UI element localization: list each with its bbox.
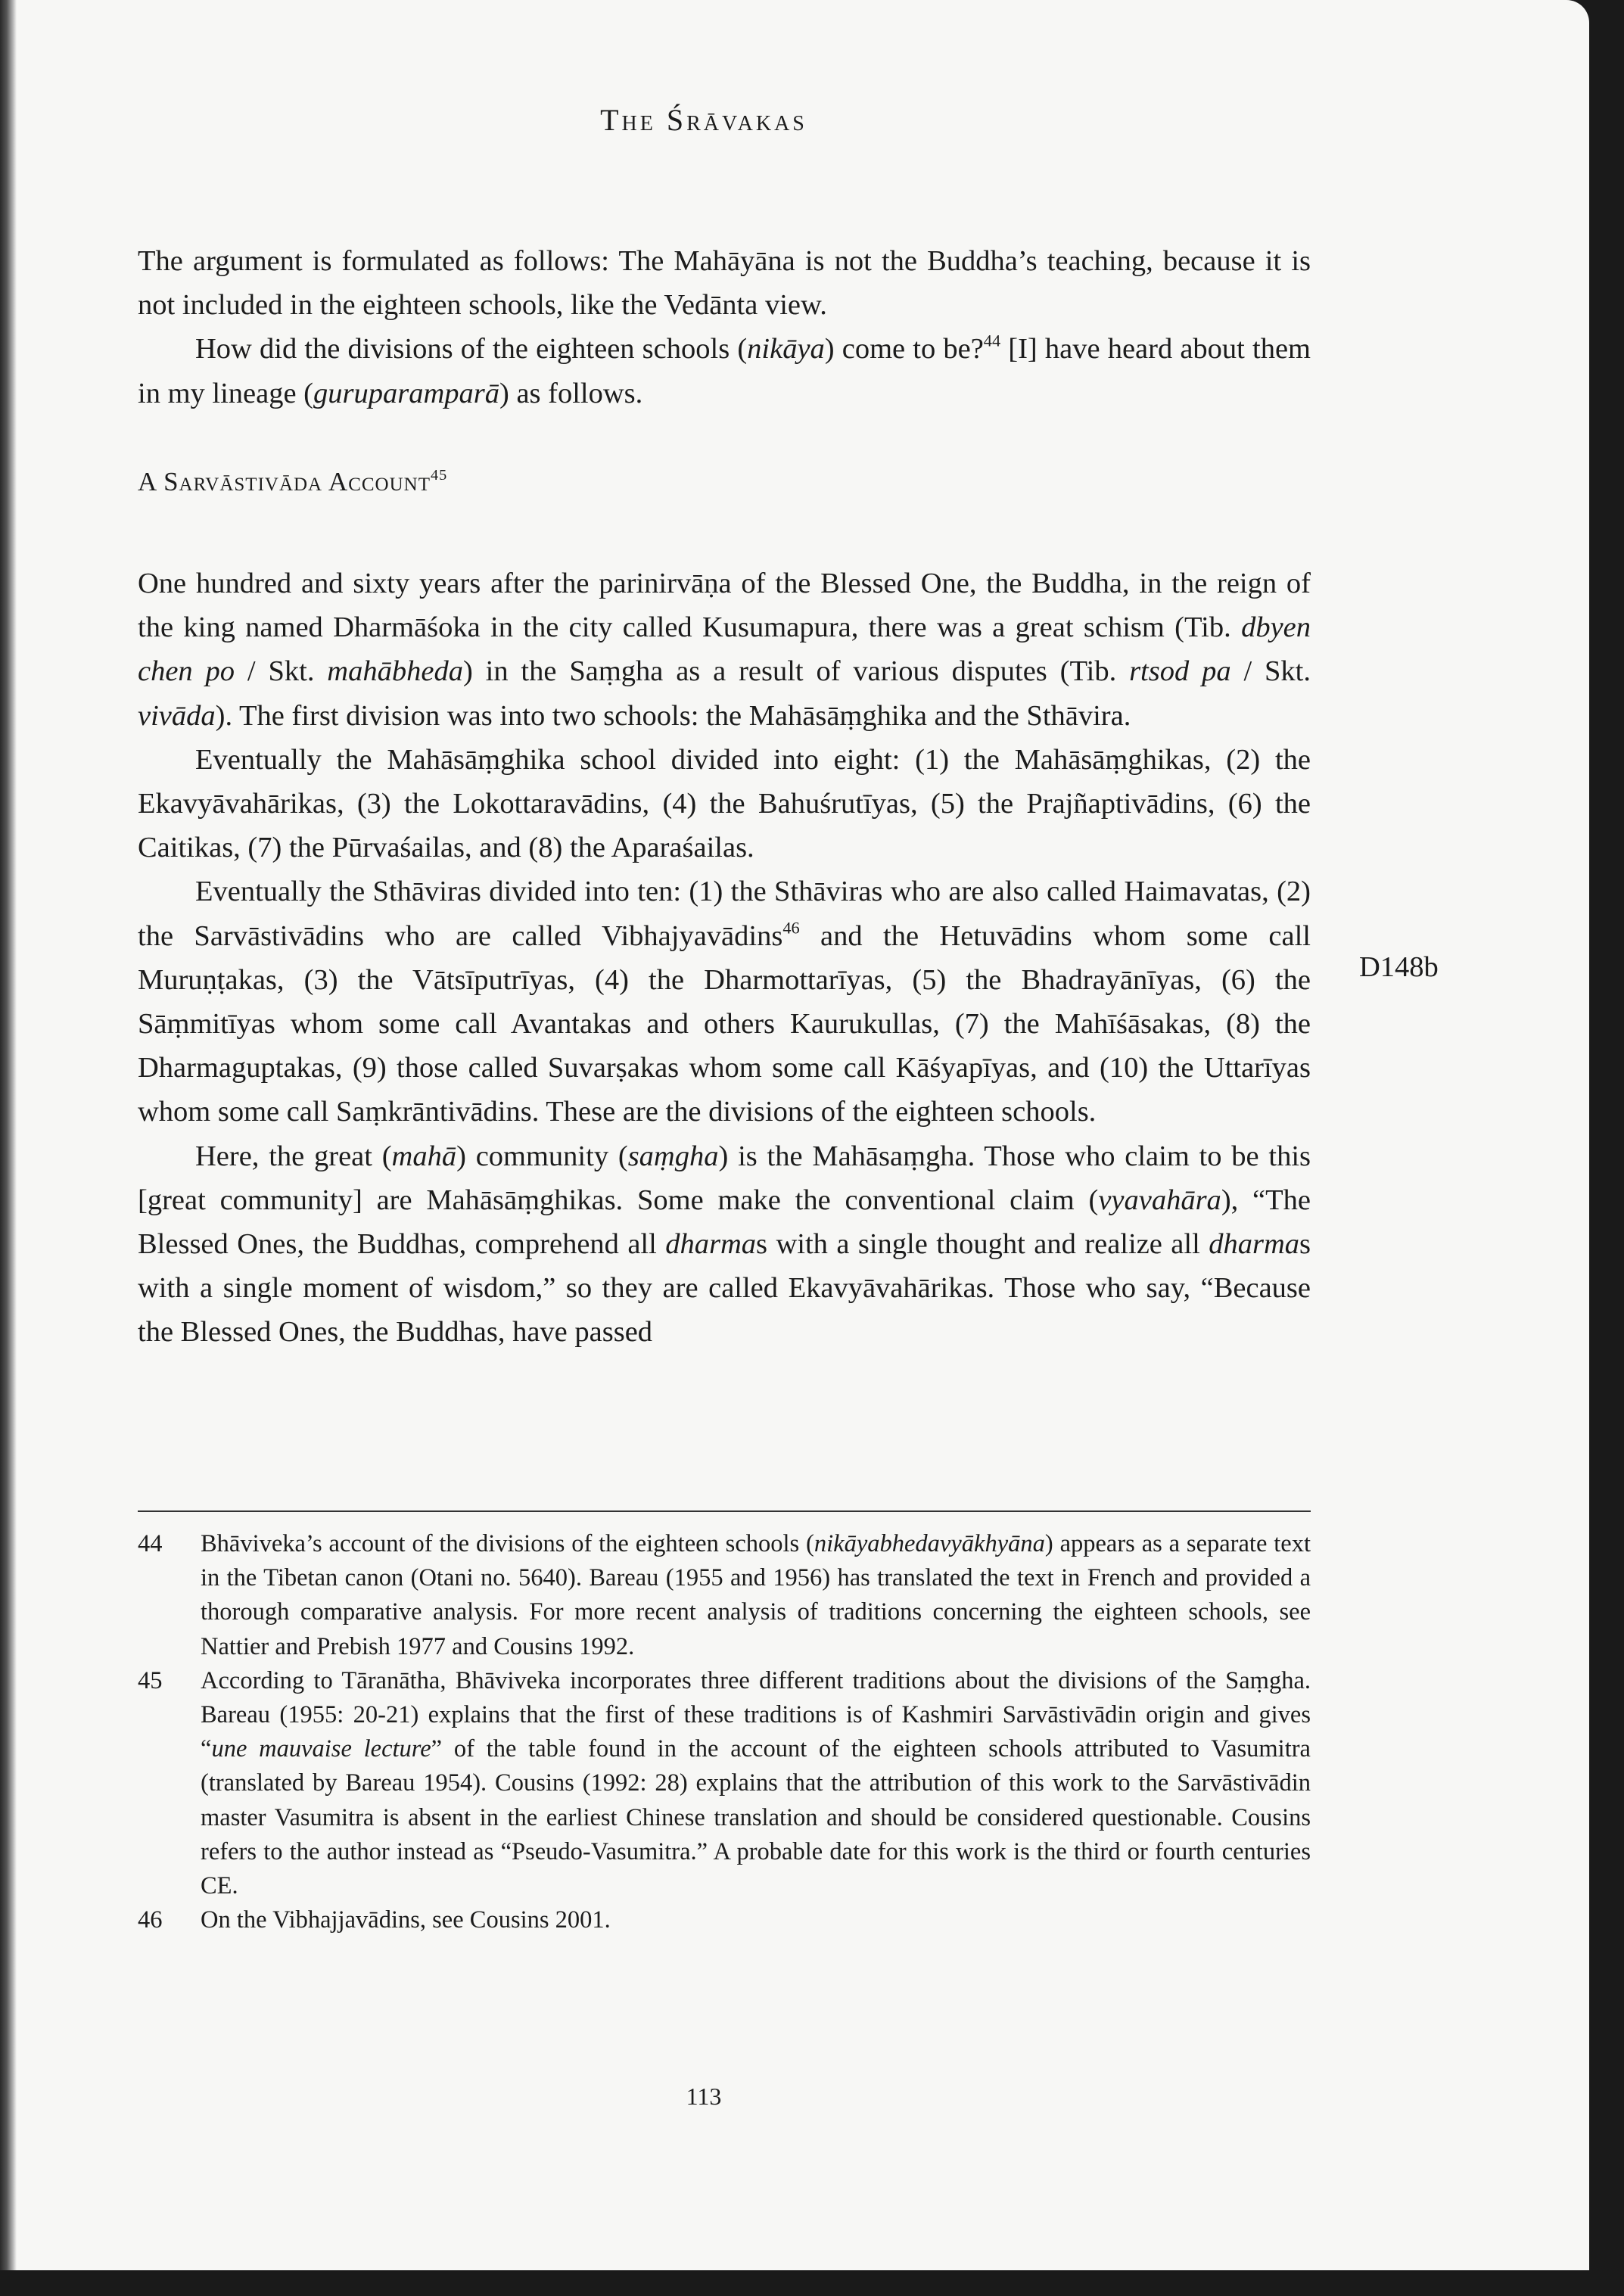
paragraph xyxy=(138,562,1311,738)
page-spine-shadow xyxy=(0,0,17,2270)
running-head: The Śrāvakas xyxy=(600,103,807,137)
paragraph xyxy=(138,738,1311,870)
footnotes xyxy=(138,1527,1311,1937)
text-run: ) community ( xyxy=(456,1140,628,1172)
text-run: According to Tāranātha, Bhāviveka incorporates three different traditions about the divisions of the Saṃgha. Bareau (1955: 20-21) explains that the first of these traditions is of Kashmiri Sarvāstivādin origin and gives “ xyxy=(201,1666,1311,1763)
footnote-text xyxy=(201,1667,1311,1899)
italic-term: une mauvaise lecture xyxy=(211,1735,431,1763)
footnote-ref: 45 xyxy=(431,466,448,484)
section-heading xyxy=(138,467,447,497)
text-run: Bhāviveka’s account of the divisions of the eighteen schools ( xyxy=(201,1530,814,1557)
text-run: ) come to be? xyxy=(824,333,984,366)
text-run: / Skt. xyxy=(235,655,328,688)
footnote-ref: 44 xyxy=(983,331,1001,350)
footnote-ref: 46 xyxy=(782,918,800,937)
footnote xyxy=(138,1527,1311,1664)
text-run: ) is the Mahāsaṃgha. Those who claim to be this [great community] are Mahāsāṃghikas. Some make the conventional claim ( xyxy=(138,1140,1311,1216)
text-run: How did the divisions of the eighteen schools ( xyxy=(195,333,748,366)
paragraph xyxy=(138,870,1311,1134)
marginal-reference: D148b xyxy=(1359,951,1439,983)
page-number: 113 xyxy=(686,2083,722,2110)
footnote-text xyxy=(201,1906,611,1934)
footnote-number: 44 xyxy=(138,1530,163,1557)
footnote-text xyxy=(201,1530,1311,1660)
text-run: Eventually the Mahāsāṃghika school divided into eight: (1) the Mahāsāṃghikas, (2) the Ekavyāvahārikas, (3) the Lokottaravādins, (4) the Bahuśrutīyas, (5) the Prajñaptivādins, (6) the Caitikas, (7) the Pūrvaśailas, and (8) the Aparaśailas. xyxy=(138,743,1311,864)
italic-term: rtsod pa xyxy=(1129,655,1231,688)
italic-term: vivāda xyxy=(138,699,216,732)
paragraph xyxy=(138,239,1311,327)
text-run: [I] have heard about them in my lineage ( xyxy=(138,333,1311,409)
text-run: ) as follows. xyxy=(499,377,643,409)
italic-term: nikāya xyxy=(747,333,825,366)
text-run: Here, the great ( xyxy=(195,1140,392,1172)
text-run: and the Hetuvādins whom some call Muruṇṭakas, (3) the Vātsīputrīyas, (4) the Dharmottarīyas, (5) the Bhadrayānīyas, (6) the Sāṃmitīyas whom some call Avantakas and others Kaurukullas, (7) the Mahīśāsakas, (8) the Dharmaguptakas, (9) those called Suvarṣakas whom some call Kāśyapīyas, and (10) the Uttarīyas whom some call Saṃkrāntivādins. These are the divisions of the eighteen schools. xyxy=(138,919,1311,1128)
footnote-number: 45 xyxy=(138,1666,163,1694)
text-run: ) appears as a separate text in the Tibetan canon (Otani no. 5640). Bareau (1955 and 1956) has translated the text in French and provided a thorough comparative analysis. For more recent analysis of traditions concerning the eighteen schools, see Nattier and Prebish 1977 and Cousins 1992. xyxy=(201,1530,1311,1660)
text-run: One hundred and sixty years after the parinirvāṇa of the Blessed One, the Buddha, in the reign of the king named Dharmāśoka in the city called Kusumapura, there was a great schism (Tib. xyxy=(138,568,1311,644)
italic-term: dbyen chen po xyxy=(138,611,1311,688)
text-run: ) in the Saṃgha as a result of various disputes (Tib. xyxy=(462,655,1130,688)
body-text-main xyxy=(138,562,1311,1355)
paragraph xyxy=(138,1134,1311,1355)
text-run: ” of the table found in the account of the eighteen schools attributed to Vasumitra (translated by Bareau 1954). Cousins (1992: 28) explains that the attribution of this work to the Sarvāstivādin master Vasumitra is absent in the earliest Chinese translation and should be considered questionable. Cousins refers to the author instead as “Pseudo-Vasumitra.” A probable date for this work is the third or fourth centuries CE. xyxy=(201,1735,1311,1900)
footnote-number: 46 xyxy=(138,1906,163,1934)
section-heading-text: A Sarvāstivāda Account xyxy=(138,467,431,496)
footnote-rule xyxy=(138,1510,1311,1512)
text-run: ), “The Blessed Ones, the Buddhas, comprehend all xyxy=(138,1184,1311,1261)
footnote xyxy=(138,1903,1311,1937)
text-run: s with a single thought and realize all xyxy=(756,1228,1209,1261)
italic-term: saṃgha xyxy=(627,1140,719,1172)
text-run: The argument is formulated as follows: The Mahāyāna is not the Buddha’s teaching, because it is not included in the eighteen schools, like the Vedānta view. xyxy=(138,245,1311,322)
text-run: On the Vibhajjavādins, see Cousins 2001. xyxy=(201,1906,611,1934)
italic-term: vyavahāra xyxy=(1098,1184,1221,1216)
paragraph xyxy=(138,327,1311,415)
text-run: s with a single moment of wisdom,” so they are called Ekavyāvahārikas. Those who say, “Because the Blessed Ones, the Buddhas, have passed xyxy=(138,1228,1311,1349)
text-run: ). The first division was into two schools: the Mahāsāṃghika and the Sthāvira. xyxy=(215,699,1131,732)
italic-term: mahābheda xyxy=(327,655,463,688)
body-text-top xyxy=(138,239,1311,415)
italic-term: guruparamparā xyxy=(313,377,500,409)
italic-term: mahā xyxy=(391,1140,457,1172)
italic-term: nikāyabhedavyākhyāna xyxy=(814,1530,1045,1557)
text-run: Eventually the Sthāviras divided into ten: (1) the Sthāviras who are also called Haimavatas, (2) the Sarvāstivādins who are called Vibhajyavādins xyxy=(138,876,1311,952)
italic-term: dharma xyxy=(665,1228,757,1261)
italic-term: dharma xyxy=(1209,1228,1300,1261)
footnote xyxy=(138,1664,1311,1903)
text-run: / Skt. xyxy=(1230,655,1311,688)
